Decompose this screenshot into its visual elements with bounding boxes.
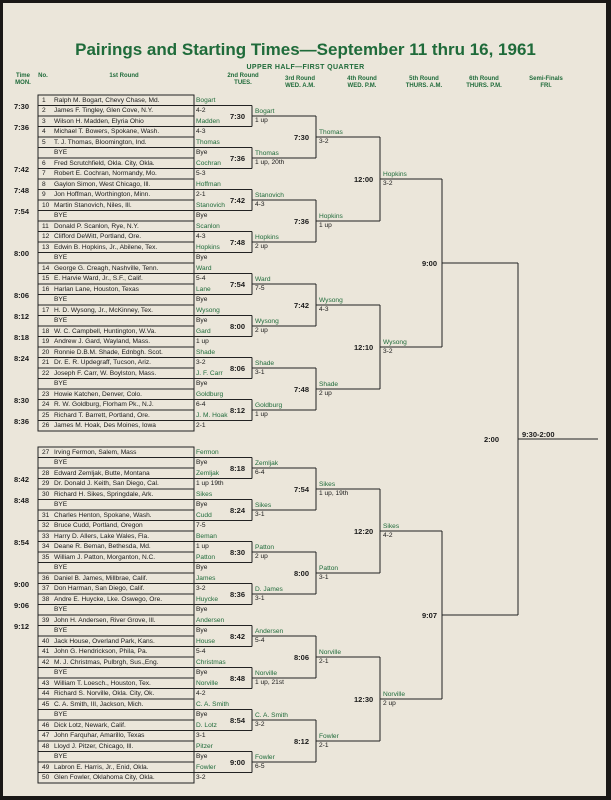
round2-score: 4-3 — [196, 232, 206, 240]
round3-winner: Wysong — [255, 317, 279, 325]
round2-score: 5-4 — [196, 274, 206, 282]
player-entry: BYE — [54, 459, 68, 466]
header-round1: 1st Round — [109, 73, 139, 79]
player-entry: BYE — [54, 669, 68, 676]
round2-winner: Shade — [196, 349, 216, 356]
round2-winner: Pitzer — [196, 743, 213, 750]
round2-time: 8:06 — [230, 364, 246, 373]
player-entry: BYE — [54, 380, 68, 387]
round3-winner: Thomas — [255, 149, 279, 157]
round4-score: 3-1 — [319, 574, 329, 581]
player-entry: John H. Andersen, River Grove, Ill. — [54, 616, 156, 624]
player-number: 34 — [42, 543, 50, 550]
round2-score: 4-2 — [196, 689, 206, 697]
round4-time: 12:00 — [354, 175, 374, 184]
round4-winner: Hopkins — [319, 212, 343, 220]
player-number: 20 — [42, 348, 50, 356]
header-round5: 5th Round THURS. A.M. — [405, 76, 443, 89]
round2-winner: Christmas — [196, 659, 226, 666]
player-number: 33 — [42, 532, 50, 540]
round3-time: 7:36 — [294, 217, 310, 226]
semifinal-time: 9:30-2:00 — [522, 430, 555, 439]
round4-score: 3-2 — [319, 138, 329, 145]
round2-winner: Lane — [196, 286, 211, 293]
round2-time: 8:30 — [230, 548, 246, 557]
player-number: 27 — [42, 448, 50, 456]
header-semifinals: Semi-Finals FRI. — [529, 76, 563, 89]
round2-time: 8:54 — [230, 716, 246, 725]
player-number: 35 — [42, 553, 50, 561]
player-number: 14 — [42, 264, 50, 272]
round2-winner: Bogart — [196, 97, 216, 104]
round2-time: 7:48 — [230, 238, 246, 247]
start-time: 7:54 — [14, 206, 30, 216]
round2-time: 8:00 — [230, 322, 246, 331]
player-number: 21 — [42, 359, 50, 366]
round3-score: 1 up — [255, 117, 268, 124]
round2-score: Bye — [196, 211, 208, 219]
round3-winner: Goldburg — [255, 401, 283, 409]
player-number: 17 — [42, 306, 50, 314]
player-number: 2 — [42, 107, 46, 114]
round2-winner: Stanovich — [196, 202, 225, 209]
round4-winner: Fowler — [319, 732, 339, 740]
player-number: 12 — [42, 233, 50, 240]
player-entry: BYE — [54, 149, 68, 156]
round2-winner: Madden — [196, 118, 220, 125]
round2-time: 7:54 — [230, 280, 246, 289]
header-round6: 6th Round THURS. P.M. — [466, 76, 502, 89]
player-number: 7 — [42, 170, 46, 177]
round2-score: Bye — [196, 253, 208, 261]
round4-score: 1 up — [319, 222, 332, 229]
player-entry: BYE — [54, 606, 68, 613]
round3-score: 1 up — [255, 411, 268, 418]
player-entry: H. D. Wysong, Jr., McKinney, Tex. — [54, 306, 153, 314]
start-time: 8:42 — [14, 474, 30, 484]
player-number: 23 — [42, 390, 50, 398]
round2-winner: Thomas — [196, 139, 220, 146]
player-entry: Robert E. Cochran, Normandy, Mo. — [54, 170, 157, 177]
round3-winner: Andersen — [255, 627, 284, 635]
player-entry: Edward Zemljak, Butte, Montana — [54, 469, 150, 477]
player-number: 40 — [42, 637, 50, 645]
round3-winner: Ward — [255, 275, 271, 283]
round5-winner: Wysong — [383, 338, 407, 346]
round2-winner: House — [196, 638, 216, 645]
round4-winner: Norville — [319, 648, 341, 656]
round2-score: 1 up — [196, 542, 209, 550]
round3-winner: Norville — [255, 669, 277, 677]
player-entry: Clifford DeWitt, Portland, Ore. — [54, 233, 142, 240]
round4-time: 12:10 — [354, 343, 374, 352]
round2-winner: Cudd — [196, 512, 212, 519]
round3-time: 8:12 — [294, 737, 310, 746]
round5-time: 9:07 — [422, 611, 438, 620]
player-number: 18 — [42, 327, 50, 335]
player-number: 39 — [42, 616, 50, 624]
round5-score: 4-2 — [383, 532, 393, 539]
round2-score: 1 up — [196, 337, 209, 345]
round2-winner: Beman — [196, 533, 217, 540]
player-entry: John G. Hendrickson, Phila, Pa. — [54, 648, 148, 655]
start-time: 8:48 — [14, 495, 30, 505]
round3-score: 3-1 — [255, 595, 265, 602]
round5-score: 3-2 — [383, 348, 393, 355]
round2-winner: James — [196, 575, 216, 582]
player-entry: Harry D. Allers, Lake Wales, Fla. — [54, 532, 150, 540]
player-number: 22 — [42, 369, 50, 377]
player-number: 5 — [42, 138, 46, 146]
player-number: 29 — [42, 480, 50, 487]
round2-score: 4-3 — [196, 127, 206, 135]
round2-score: Bye — [196, 295, 208, 303]
round5-score: 2 up — [383, 700, 396, 707]
round4-winner: Thomas — [319, 128, 343, 136]
round6-time: 2:00 — [484, 435, 500, 444]
round2-score: 2-1 — [196, 421, 206, 429]
start-time: 7:48 — [14, 185, 30, 195]
round2-time: 8:18 — [230, 464, 246, 473]
round5-winner: Hopkins — [383, 170, 407, 178]
round2-winner: Huycke — [196, 596, 218, 603]
round2-score: 3-2 — [196, 358, 206, 366]
start-time: 8:12 — [14, 311, 30, 321]
player-number: 19 — [42, 338, 50, 345]
round2-winner: Fermon — [196, 449, 219, 456]
player-entry: C. A. Smith, III, Jackson, Mich. — [54, 700, 144, 708]
round3-winner: Patton — [255, 543, 275, 551]
player-entry: George G. Creagh, Nashville, Tenn. — [54, 264, 159, 272]
start-time: 8:24 — [14, 353, 30, 363]
player-entry: Irving Fermon, Salem, Mass — [54, 448, 137, 456]
round4-winner: Wysong — [319, 296, 343, 304]
player-number: 30 — [42, 490, 50, 498]
player-number: 32 — [42, 522, 50, 529]
round3-score: 6-5 — [255, 763, 265, 770]
player-number: 42 — [42, 658, 50, 666]
round2-score: 2-1 — [196, 190, 206, 198]
player-number: 25 — [42, 411, 50, 419]
player-number: 49 — [42, 763, 50, 771]
round3-score: 3-1 — [255, 511, 265, 518]
player-number: 8 — [42, 180, 46, 188]
round3-time: 7:48 — [294, 385, 310, 394]
round2-winner: Scanlon — [196, 223, 220, 230]
player-number: 13 — [42, 243, 50, 251]
round2-winner: Hoffman — [196, 181, 221, 188]
player-entry: Donald P. Scanlon, Rye, N.Y. — [54, 222, 139, 230]
player-number: 28 — [42, 469, 50, 477]
round4-winner: Patton — [319, 564, 339, 572]
start-time: 8:06 — [14, 290, 30, 300]
player-entry: E. Harvie Ward, Jr., S.F., Calif. — [54, 275, 143, 282]
player-entry: R. W. Goldburg, Florham Pk., N.J. — [54, 401, 154, 408]
start-time: 9:00 — [14, 579, 30, 589]
round4-winner: Shade — [319, 380, 339, 388]
player-number: 15 — [42, 275, 50, 282]
round2-time: 9:00 — [230, 758, 246, 767]
round2-winner: Wysong — [196, 307, 220, 314]
round2-winner: C. A. Smith — [196, 701, 229, 708]
round2-score: Bye — [196, 626, 208, 634]
round2-time: 8:48 — [230, 674, 246, 683]
round3-winner: Sikes — [255, 501, 272, 509]
round2-score: Bye — [196, 710, 208, 718]
round2-winner: Andersen — [196, 617, 225, 624]
start-time: 7:30 — [14, 101, 30, 111]
player-entry: W. C. Campbell, Huntington, W.Va. — [54, 327, 157, 335]
round3-winner: Zemljak — [255, 459, 279, 467]
start-time: 8:30 — [14, 395, 30, 405]
player-entry: Howie Katchen, Denver, Colo. — [54, 390, 142, 398]
player-entry: Richard H. Sikes, Springdale, Ark. — [54, 490, 154, 498]
round5-winner: Sikes — [383, 522, 400, 530]
player-number: 11 — [42, 222, 49, 230]
round2-score: 3-2 — [196, 584, 206, 592]
start-time: 8:00 — [14, 248, 30, 258]
round4-score: 2-1 — [319, 658, 329, 665]
round2-winner: Hopkins — [196, 244, 220, 251]
round3-winner: Hopkins — [255, 233, 279, 241]
round2-score: Bye — [196, 605, 208, 613]
start-time: 8:54 — [14, 537, 30, 547]
page-title: Pairings and Starting Times—September 11 thru 16, 1961 — [75, 40, 536, 59]
player-entry: James M. Hoak, Des Moines, Iowa — [54, 422, 156, 429]
player-entry: William J. Patton, Morganton, N.C. — [54, 553, 156, 561]
player-entry: Dick Lotz, Newark, Calif. — [54, 721, 126, 729]
round2-score: 4-2 — [196, 106, 206, 114]
round4-score: 1 up, 19th — [319, 490, 349, 497]
player-number: 16 — [42, 285, 50, 293]
round2-winner: D. Lotz — [196, 722, 217, 729]
player-entry: John Farquhar, Amarillo, Texas — [54, 732, 145, 739]
start-time: 8:18 — [14, 332, 30, 342]
round2-score: Bye — [196, 458, 208, 466]
player-number: 24 — [42, 401, 50, 408]
round3-score: 3-1 — [255, 369, 265, 376]
header-time: Time MON. — [15, 73, 31, 86]
start-time: 7:42 — [14, 164, 30, 174]
player-entry: BYE — [54, 627, 68, 634]
player-entry: BYE — [54, 254, 68, 261]
round2-score: 3-1 — [196, 731, 206, 739]
round2-winner: Norville — [196, 680, 218, 687]
player-entry: Martin Stanovich, Niles, Ill. — [54, 201, 132, 209]
round5-winner: Norville — [383, 690, 405, 698]
player-number: 43 — [42, 679, 50, 687]
round2-winner: Goldburg — [196, 391, 224, 398]
player-entry: BYE — [54, 296, 68, 303]
player-entry: Charles Henton, Spokane, Wash. — [54, 511, 152, 519]
player-entry: Bruce Cudd, Portland, Oregon — [54, 522, 143, 529]
player-entry: Michael T. Bowers, Spokane, Wash. — [54, 128, 160, 135]
player-entry: Richard T. Barrett, Portland, Ore. — [54, 411, 150, 419]
player-number: 36 — [42, 574, 50, 582]
player-number: 26 — [42, 422, 50, 429]
player-entry: Dr. Donald J. Keith, San Diego, Cal. — [54, 480, 159, 487]
round2-score: Bye — [196, 668, 208, 676]
player-number: 4 — [42, 128, 46, 135]
round2-score: Bye — [196, 563, 208, 571]
round4-score: 2-1 — [319, 742, 329, 749]
round3-score: 7-5 — [255, 285, 265, 292]
round2-winner: Gard — [196, 328, 211, 335]
start-time: 8:36 — [14, 416, 30, 426]
round2-time: 7:42 — [230, 196, 246, 205]
player-entry: BYE — [54, 501, 68, 508]
round3-score: 6-4 — [255, 469, 265, 476]
bracket-subtitle: UPPER HALF—FIRST QUARTER — [246, 64, 365, 71]
player-entry: Andre E. Huycke, Lke. Oswego, Ore. — [54, 595, 163, 603]
player-number: 10 — [42, 201, 50, 209]
player-entry: Fred Scrutchfield, Okla. City, Okla. — [54, 159, 155, 167]
player-entry: Edwin B. Hopkins, Jr., Abilene, Tex. — [54, 243, 158, 251]
round3-winner: Fowler — [255, 753, 275, 761]
player-number: 6 — [42, 159, 46, 167]
round3-time: 8:06 — [294, 653, 310, 662]
player-number: 31 — [42, 511, 50, 519]
header-round4: 4th Round WED. P.M. — [347, 76, 377, 89]
player-entry: Dr. E. R. Updegraff, Tucson, Ariz. — [54, 359, 151, 366]
round4-score: 2 up — [319, 390, 332, 397]
round2-time: 8:36 — [230, 590, 246, 599]
player-number: 47 — [42, 732, 50, 739]
round2-score: Bye — [196, 752, 208, 760]
round2-winner: J. F. Carr — [196, 370, 223, 377]
player-number: 37 — [42, 585, 50, 592]
player-entry: BYE — [54, 711, 68, 718]
player-number: 1 — [42, 96, 46, 104]
round2-winner: Sikes — [196, 491, 213, 498]
round3-winner: C. A. Smith — [255, 711, 288, 719]
round3-time: 7:42 — [294, 301, 310, 310]
player-entry: James F. Tingley, Glen Cove, N.Y. — [54, 107, 154, 114]
round3-time: 7:30 — [294, 133, 310, 142]
round3-score: 5-4 — [255, 637, 265, 644]
round3-score: 2 up — [255, 553, 268, 560]
round3-score: 1 up, 21st — [255, 679, 284, 686]
round2-time: 8:42 — [230, 632, 246, 641]
header-round3: 3rd Round WED. A.M. — [285, 76, 315, 89]
player-entry: Andrew J. Gard, Wayland, Mass. — [54, 338, 151, 345]
round2-score: 6-4 — [196, 400, 206, 408]
player-entry: M. J. Christmas, Pulbrgh, Sus.,Eng. — [54, 658, 159, 666]
round3-time: 8:00 — [294, 569, 310, 578]
round2-score: Bye — [196, 148, 208, 156]
round5-score: 3-2 — [383, 180, 393, 187]
player-entry: Glen Fowler, Oklahoma City, Okla. — [54, 774, 155, 781]
round4-winner: Sikes — [319, 480, 336, 488]
player-entry: Jack House, Overland Park, Kans. — [54, 637, 155, 645]
round2-winner: Zemljak — [196, 470, 220, 477]
header-round2: 2nd Round TUES. — [227, 73, 259, 86]
header-no: No. — [38, 73, 48, 79]
round4-time: 12:30 — [354, 695, 374, 704]
round2-score: 7-5 — [196, 521, 206, 529]
start-time: 9:06 — [14, 600, 30, 610]
player-number: 45 — [42, 700, 50, 708]
round2-score: 5-3 — [196, 169, 206, 177]
player-number: 48 — [42, 742, 50, 750]
player-entry: BYE — [54, 753, 68, 760]
player-entry: Deane R. Beman, Bethesda, Md. — [54, 543, 151, 550]
player-entry: BYE — [54, 564, 68, 571]
player-entry: Jon Hoffman, Worthington, Minn. — [54, 191, 151, 198]
round3-score: 2 up — [255, 243, 268, 250]
player-entry: Daniel B. James, Millbrae, Calif. — [54, 574, 148, 582]
round2-score: Bye — [196, 316, 208, 324]
player-entry: Ralph M. Bogart, Chevy Chase, Md. — [54, 96, 160, 104]
player-entry: Lloyd J. Pitzer, Chicago, Ill. — [54, 742, 134, 750]
round3-score: 1 up, 20th — [255, 159, 285, 166]
round2-time: 8:24 — [230, 506, 246, 515]
round2-score: 5-4 — [196, 647, 206, 655]
player-entry: Richard S. Norville, Okla. City, Ok. — [54, 690, 155, 697]
round2-winner: Patton — [196, 554, 216, 561]
round2-score: 3-2 — [196, 773, 206, 781]
start-time: 9:12 — [14, 621, 30, 631]
player-entry: William T. Loesch., Houston, Tex. — [54, 679, 151, 687]
round3-winner: Bogart — [255, 107, 275, 115]
player-entry: Don Harman, San Diego, Calif. — [54, 585, 145, 592]
round2-winner: Fowler — [196, 764, 216, 771]
player-entry: BYE — [54, 212, 68, 219]
round2-time: 7:30 — [230, 112, 246, 121]
player-entry: Joseph F. Carr, W. Boylston, Mass. — [54, 369, 157, 377]
player-number: 3 — [42, 117, 46, 125]
player-entry: Gaylon Simon, West Chicago, Ill. — [54, 180, 151, 188]
round3-time: 7:54 — [294, 485, 310, 494]
round2-winner: Ward — [196, 265, 212, 272]
round3-winner: D. James — [255, 585, 283, 593]
player-number: 50 — [42, 774, 50, 781]
round4-time: 12:20 — [354, 527, 374, 536]
round5-time: 9:00 — [422, 259, 438, 268]
player-number: 38 — [42, 595, 50, 603]
player-entry: Wilson H. Madden, Elyria Ohio — [54, 117, 144, 125]
round2-time: 8:12 — [230, 406, 246, 415]
player-number: 41 — [42, 648, 50, 655]
round2-winner: Cochran — [196, 160, 221, 167]
round3-score: 3-2 — [255, 721, 265, 728]
player-entry: BYE — [54, 317, 68, 324]
player-number: 44 — [42, 690, 50, 697]
player-entry: Labron E. Harris, Jr., Enid, Okla. — [54, 763, 149, 771]
round2-time: 7:36 — [230, 154, 246, 163]
round2-winner: J. M. Hoak — [196, 412, 228, 419]
player-entry: Ronnie D.B.M. Shade, Ednbgh. Scot. — [54, 348, 163, 356]
round2-score: Bye — [196, 500, 208, 508]
start-time: 7:36 — [14, 122, 30, 132]
round4-score: 4-3 — [319, 306, 329, 313]
player-number: 46 — [42, 721, 50, 729]
round3-score: 2 up — [255, 327, 268, 334]
round3-winner: Stanovich — [255, 191, 284, 199]
player-number: 9 — [42, 191, 46, 198]
player-entry: T. J. Thomas, Bloomington, Ind. — [54, 138, 147, 146]
round3-winner: Shade — [255, 359, 275, 367]
round2-score: Bye — [196, 379, 208, 387]
round2-score: 1 up 19th — [196, 479, 224, 487]
player-entry: Harlan Lane, Houston, Texas — [54, 285, 139, 293]
round3-score: 4-3 — [255, 201, 265, 208]
